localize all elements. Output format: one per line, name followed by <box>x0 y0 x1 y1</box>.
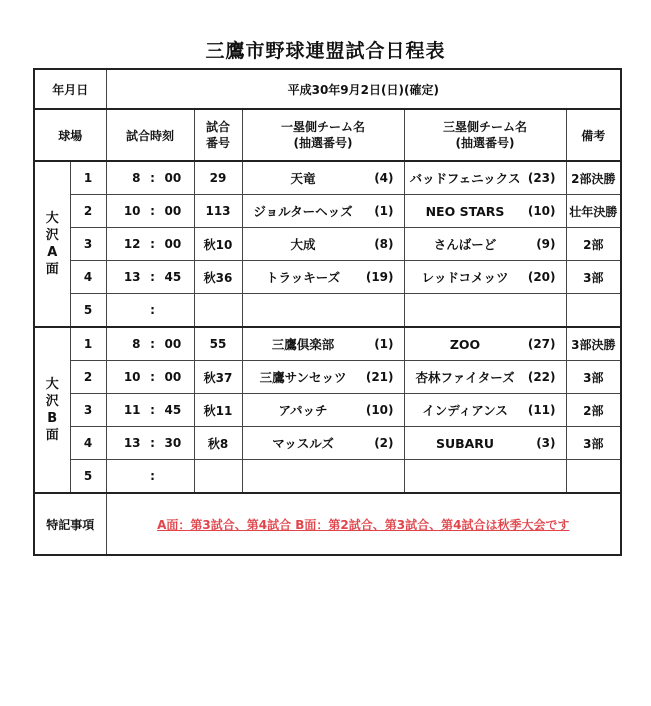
header-game-no-line1: 試合 <box>206 120 231 134</box>
date-value: 平成30年9月2日(日)(確定) <box>106 69 621 109</box>
header-game-no-line2: 番号 <box>206 136 231 150</box>
game-time <box>106 228 194 261</box>
game-row <box>34 460 621 494</box>
game-seq-no: 2 <box>70 361 106 394</box>
home-team-name: 三鷹サンセッツ <box>259 370 347 385</box>
game-time <box>106 195 194 228</box>
home-team-name <box>243 294 364 326</box>
game-time-minute: 45 <box>164 403 182 417</box>
game-time-minute: 45 <box>164 270 182 284</box>
home-team-lot: (1) <box>374 204 394 218</box>
venue-name-char: A <box>47 245 58 260</box>
game-number: 秋37 <box>194 361 242 394</box>
away-team-cell <box>404 361 566 394</box>
away-team-lot: (10) <box>527 204 556 218</box>
home-team-cell <box>242 327 404 361</box>
header-home-line1: 一塁側チーム名 <box>281 120 366 134</box>
away-team-lot: (22) <box>527 370 556 384</box>
page-title: 三鷹市野球連盟試合日程表 <box>205 40 446 62</box>
game-time-colon: : <box>150 436 155 450</box>
away-team-cell <box>404 195 566 228</box>
game-seq-no: 4 <box>70 261 106 294</box>
game-note: 3部 <box>566 361 621 394</box>
game-number <box>194 460 242 494</box>
game-seq-no: 2 <box>70 195 106 228</box>
game-note: 2部 <box>566 228 621 261</box>
game-number <box>194 294 242 328</box>
away-team-cell <box>404 394 566 427</box>
home-team-cell <box>242 195 404 228</box>
game-time-colon: : <box>150 303 155 317</box>
game-seq-no: 5 <box>70 460 106 494</box>
game-note: 3部 <box>566 427 621 460</box>
away-team-name: インディアンス <box>422 403 508 418</box>
home-team-name <box>243 460 364 492</box>
home-team-lot: (10) <box>365 403 394 417</box>
game-time-colon: : <box>150 403 155 417</box>
game-time-colon: : <box>150 469 155 483</box>
game-time <box>106 294 194 328</box>
game-row <box>34 427 621 460</box>
away-team-cell <box>404 161 566 195</box>
game-time-colon: : <box>150 370 155 384</box>
home-team-name: 大成 <box>290 237 316 252</box>
header-away-line2: (抽選番号) <box>455 136 515 150</box>
game-time-hour: 10 <box>123 204 141 218</box>
away-team-cell <box>404 327 566 361</box>
header-time: 試合時刻 <box>106 109 194 161</box>
game-time <box>106 460 194 494</box>
home-team-lot: (21) <box>365 370 394 384</box>
venue-name <box>44 376 60 444</box>
game-row <box>34 195 621 228</box>
game-row <box>34 228 621 261</box>
remarks-text: A面：第3試合、第4試合 B面：第2試合、第3試合、第4試合は秋季大会です <box>106 493 621 555</box>
venue-name-char: 沢 <box>45 394 59 409</box>
away-team-cell <box>404 294 566 328</box>
game-time-hour: 8 <box>132 171 141 185</box>
away-team-name: さんばーど <box>433 237 497 252</box>
game-time-colon: : <box>150 237 155 251</box>
game-note <box>566 294 621 328</box>
game-row <box>34 261 621 294</box>
away-team-cell <box>404 427 566 460</box>
game-number: 秋10 <box>194 228 242 261</box>
header-away-team <box>404 109 566 161</box>
venue-name-char: 大 <box>45 211 59 226</box>
game-time <box>106 394 194 427</box>
game-time-colon: : <box>150 270 155 284</box>
away-team-name <box>405 294 526 326</box>
game-seq-no: 3 <box>70 228 106 261</box>
game-number: 秋36 <box>194 261 242 294</box>
game-note: 3部決勝 <box>566 327 621 361</box>
game-seq-no: 1 <box>70 327 106 361</box>
game-number: 秋11 <box>194 394 242 427</box>
away-team-lot: (3) <box>536 436 556 450</box>
game-time-minute: 00 <box>164 171 182 185</box>
home-team-name: 三鷹倶楽部 <box>271 337 335 352</box>
game-time-minute: 00 <box>164 237 182 251</box>
venue-label <box>34 161 70 327</box>
away-team-name: ZOO <box>449 336 481 352</box>
game-seq-no: 5 <box>70 294 106 328</box>
away-team-name <box>405 460 526 492</box>
game-time-hour: 13 <box>123 270 141 284</box>
venue-name-char: 沢 <box>45 228 59 243</box>
game-time <box>106 327 194 361</box>
game-note <box>566 460 621 494</box>
schedule-table <box>33 68 622 556</box>
away-team-name: レッドコメッツ <box>421 270 509 285</box>
header-note: 備考 <box>566 109 621 161</box>
game-time <box>106 427 194 460</box>
away-team-name: NEO STARS <box>425 203 505 219</box>
home-team-cell <box>242 261 404 294</box>
venue-name-char: 面 <box>45 428 59 443</box>
game-seq-no: 4 <box>70 427 106 460</box>
game-seq-no: 3 <box>70 394 106 427</box>
header-venue: 球場 <box>34 109 106 161</box>
date-label: 年月日 <box>34 69 106 109</box>
away-team-name: バッドフェニックス <box>409 171 521 186</box>
header-home-team <box>242 109 404 161</box>
game-time-minute: 00 <box>164 337 182 351</box>
venue-name-char: 面 <box>45 262 59 277</box>
game-time-colon: : <box>150 337 155 351</box>
game-time <box>106 161 194 195</box>
game-time-colon: : <box>150 204 155 218</box>
away-team-name: SUBARU <box>435 435 495 451</box>
game-row <box>34 294 621 328</box>
home-team-cell <box>242 361 404 394</box>
home-team-cell <box>242 228 404 261</box>
away-team-lot: (11) <box>527 403 556 417</box>
home-team-lot: (1) <box>374 337 394 351</box>
away-team-cell <box>404 460 566 494</box>
game-row <box>34 161 621 195</box>
away-team-name: 杏林ファイターズ <box>415 370 515 385</box>
game-time-hour: 11 <box>123 403 141 417</box>
game-row <box>34 327 621 361</box>
game-time-hour: 10 <box>123 370 141 384</box>
game-row <box>34 394 621 427</box>
venue-name <box>44 210 60 278</box>
game-time-hour: 8 <box>132 337 141 351</box>
home-team-lot: (19) <box>365 270 394 284</box>
game-number: 秋8 <box>194 427 242 460</box>
home-team-name: トラッキーズ <box>265 270 341 285</box>
venue-label <box>34 327 70 493</box>
game-note: 3部 <box>566 261 621 294</box>
home-team-lot: (2) <box>374 436 394 450</box>
away-team-lot: (27) <box>527 337 556 351</box>
game-number: 113 <box>194 195 242 228</box>
game-time-hour: 13 <box>123 436 141 450</box>
away-team-lot: (9) <box>536 237 556 251</box>
game-time-minute: 00 <box>164 370 182 384</box>
game-time-minute: 00 <box>164 204 182 218</box>
game-time-colon: : <box>150 171 155 185</box>
game-time <box>106 361 194 394</box>
home-team-name: 天竜 <box>290 171 316 186</box>
game-note: 2部決勝 <box>566 161 621 195</box>
home-team-lot: (4) <box>374 171 394 185</box>
home-team-cell <box>242 294 404 328</box>
remarks-row <box>34 493 621 555</box>
game-time-minute: 30 <box>164 436 182 450</box>
game-time-hour: 12 <box>123 237 141 251</box>
away-team-cell <box>404 261 566 294</box>
home-team-cell <box>242 161 404 195</box>
home-team-lot: (8) <box>374 237 394 251</box>
remarks-label: 特記事項 <box>34 493 106 555</box>
home-team-name: ジョルターヘッズ <box>253 204 353 219</box>
home-team-cell <box>242 394 404 427</box>
game-number: 55 <box>194 327 242 361</box>
venue-name-char: 大 <box>45 377 59 392</box>
game-number: 29 <box>194 161 242 195</box>
header-away-line1: 三塁側チーム名 <box>443 120 528 134</box>
game-time <box>106 261 194 294</box>
game-row <box>34 361 621 394</box>
game-seq-no: 1 <box>70 161 106 195</box>
home-team-cell <box>242 427 404 460</box>
header-home-line2: (抽選番号) <box>293 136 353 150</box>
venue-name-char: B <box>47 411 58 426</box>
away-team-cell <box>404 228 566 261</box>
away-team-lot: (23) <box>527 171 556 185</box>
home-team-cell <box>242 460 404 494</box>
header-game-no <box>194 109 242 161</box>
game-note: 壮年決勝 <box>566 195 621 228</box>
away-team-lot: (20) <box>527 270 556 284</box>
home-team-name: マッスルズ <box>272 436 334 451</box>
home-team-name: アパッチ <box>278 403 328 418</box>
game-note: 2部 <box>566 394 621 427</box>
